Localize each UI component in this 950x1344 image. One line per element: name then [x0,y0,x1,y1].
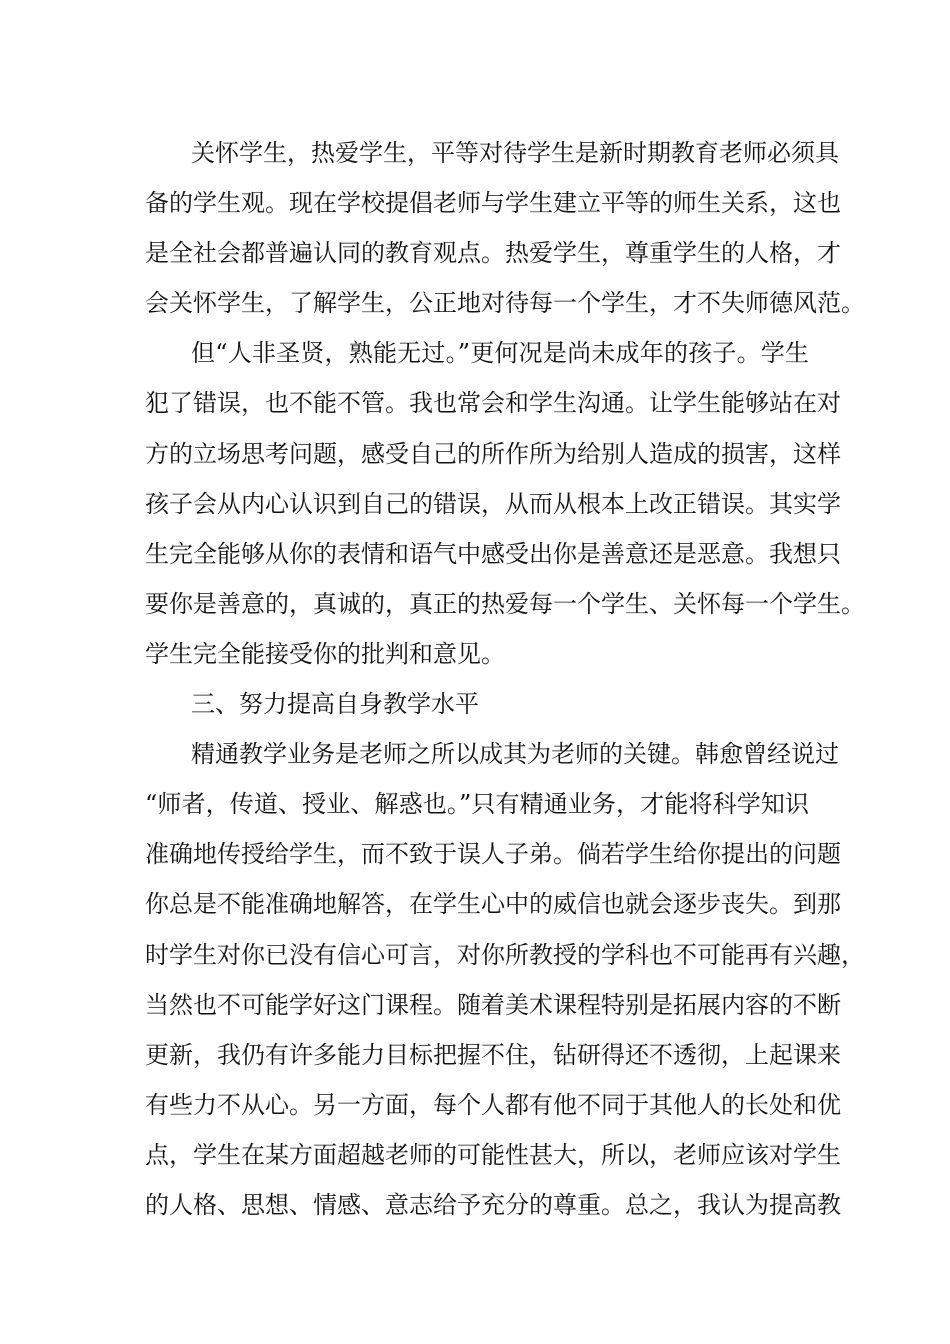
document-body [145,128,865,1230]
text-line: 点，学生在某方面超越老师的可能性甚大，所以，老师应该对学生 [145,1140,841,1169]
text-line: “师者，传道、授业、解惑也。”只有精通业务，才能将科学知识 [145,790,809,819]
text-line: 当然也不可能学好这门课程。随着美术课程特别是拓展内容的不断 [145,990,841,1019]
text-line: 犯了错误，也不能不管。我也常会和学生沟通。让学生能够站在对 [145,389,841,418]
text-line: 更新，我仍有许多能力目标把握不住，钻研得还不透彻，上起课来 [145,1040,841,1069]
text-line: 要你是善意的，真诚的，真正的热爱每一个学生、关怀每一个学生。 [145,589,865,618]
text-line: 孩子会从内心认识到自己的错误，从而从根本上改正错误。其实学 [145,489,841,518]
text-line: 学生完全能接受你的批判和意见。 [145,639,505,668]
text-line: 有些力不从心。另一方面，每个人都有他不同于其他人的长处和优 [145,1090,841,1119]
text-line: 生完全能够从你的表情和语气中感受出你是善意还是恶意。我想只 [145,539,841,568]
text-line: 会关怀学生，了解学生，公正地对待每一个学生，才不失师德风范。 [145,289,865,318]
text-line: 备的学生观。现在学校提倡老师与学生建立平等的师生关系，这也 [145,189,841,218]
text-line: 关怀学生，热爱学生，平等对待学生是新时期教育老师必须具 [191,139,839,167]
text-line: 准确地传授给学生，而不致于误人子弟。倘若学生给你提出的问题 [145,840,841,869]
text-line: 的人格、思想、情感、意志给予充分的尊重。总之，我认为提高教 [145,1190,841,1219]
text-line: 但“人非圣贤，熟能无过。”更何况是尚未成年的孩子。学生 [191,339,809,368]
text-line: 三、努力提高自身教学水平 [191,690,479,719]
text-line: 精通教学业务是老师之所以成其为老师的关键。韩愈曾经说过 [191,740,839,769]
text-line: 方的立场思考问题，感受自己的所作所为给别人造成的损害，这样 [145,439,841,468]
text-line: 你总是不能准确地解答，在学生心中的威信也就会逐步丧失。到那 [145,890,841,919]
text-line: 是全社会都普遍认同的教育观点。热爱学生，尊重学生的人格，才 [145,239,841,268]
text-line: 时学生对你已没有信心可言，对你所教授的学科也不可能再有兴趣， [145,940,865,969]
